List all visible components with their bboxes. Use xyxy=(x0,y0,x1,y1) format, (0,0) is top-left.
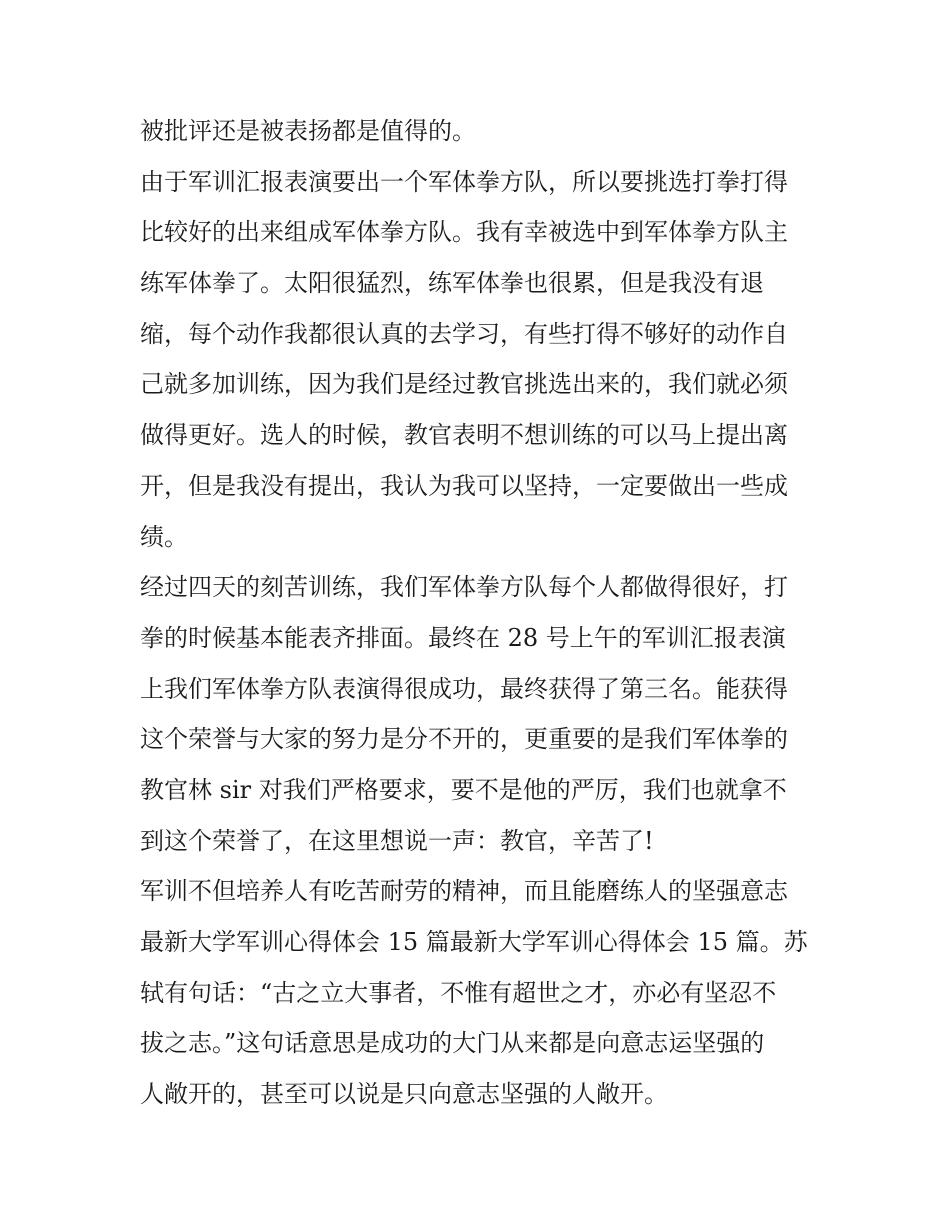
paragraph xyxy=(140,866,812,1119)
document-body xyxy=(140,106,812,1120)
text-line: 拔之志。”这句话意思是成功的大门从来都是向意志运坚强的 xyxy=(140,1029,765,1058)
text-line: 练军体拳了。太阳很猛烈，练军体拳也很累，但是我没有退 xyxy=(140,269,764,298)
text-line: 教官林 sir 对我们严格要求，要不是他的严厉，我们也就拿不 xyxy=(140,775,787,804)
text-line: 到这个荣誉了，在这里想说一声：教官，辛苦了! xyxy=(140,826,654,855)
paragraph xyxy=(140,157,812,563)
text-line: 人敞开的，甚至可以说是只向意志坚强的人敞开。 xyxy=(140,1080,668,1109)
paragraph xyxy=(140,562,812,866)
text-line: 被批评还是被表扬都是值得的。 xyxy=(140,117,476,145)
text-line: 做得更好。选人的时候，教官表明不想训练的可以马上提出离 xyxy=(140,421,788,450)
text-line: 上我们军体拳方队表演得很成功，最终获得了第三名。能获得 xyxy=(140,674,788,703)
text-line: 绩。 xyxy=(140,522,188,551)
text-line: 军训不但培养人有吃苦耐劳的精神，而且能磨练人的坚强意志 xyxy=(140,877,788,906)
text-line: 轼有句话：“古之立大事者，不惟有超世之才，亦必有坚忍不 xyxy=(140,978,777,1007)
paragraph xyxy=(140,106,812,157)
text-line: 开，但是我没有提出，我认为我可以坚持，一定要做出一些成 xyxy=(140,471,788,500)
text-line: 拳的时候基本能表齐排面。最终在 28 号上午的军训汇报表演 xyxy=(140,623,786,652)
text-line: 这个荣誉与大家的努力是分不开的，更重要的是我们军体拳的 xyxy=(140,725,788,754)
text-line: 比较好的出来组成军体拳方队。我有幸被选中到军体拳方队主 xyxy=(140,218,788,247)
text-line: 最新大学军训心得体会 15 篇最新大学军训心得体会 15 篇。苏 xyxy=(140,928,808,956)
text-line: 己就多加训练，因为我们是经过教官挑选出来的，我们就必须 xyxy=(140,370,788,399)
text-line: 经过四天的刻苦训练，我们军体拳方队每个人都做得很好，打 xyxy=(140,573,788,602)
text-line: 由于军训汇报表演要出一个军体拳方队，所以要挑选打拳打得 xyxy=(140,167,788,196)
text-line: 缩，每个动作我都很认真的去学习，有些打得不够好的动作自 xyxy=(140,319,788,348)
